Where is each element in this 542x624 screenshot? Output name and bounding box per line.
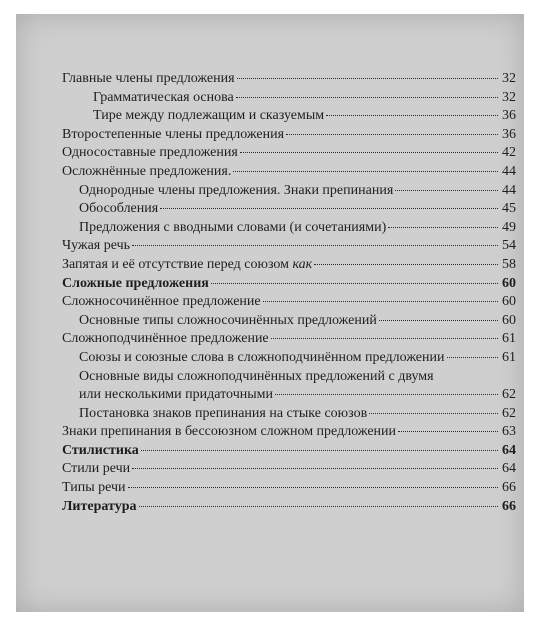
dot-leader <box>211 283 498 284</box>
dot-leader <box>139 506 499 507</box>
dot-leader <box>240 152 498 153</box>
dot-leader <box>160 208 498 209</box>
toc-entry <box>62 219 516 238</box>
toc-entry <box>62 144 516 163</box>
toc-entry-title: Сложные предложения <box>62 275 209 291</box>
toc-page-number: 32 <box>502 89 516 105</box>
dot-leader <box>128 487 499 488</box>
toc-entry <box>62 293 516 312</box>
dot-leader <box>132 468 498 469</box>
toc-page-number: 49 <box>502 219 516 235</box>
toc-entry-title: Предложения с вводными словами (и сочетаниями) <box>79 219 387 235</box>
toc-entry <box>62 237 516 256</box>
toc-entry <box>62 126 516 145</box>
toc-entry-title: Основные типы сложносочинённых предложений <box>79 312 377 328</box>
toc-entry <box>62 163 516 182</box>
dot-leader <box>379 320 498 321</box>
dot-leader <box>369 413 498 414</box>
toc-page-number: 66 <box>502 480 516 496</box>
dot-leader <box>395 190 498 191</box>
toc-page-number: 61 <box>502 331 516 347</box>
toc-entry-title: Стилистика <box>62 442 139 458</box>
dot-leader <box>237 78 498 79</box>
toc-entry <box>62 70 516 89</box>
toc-entry-title: Типы речи <box>62 480 126 496</box>
toc-section-heading <box>62 275 516 294</box>
toc-entry <box>62 200 516 219</box>
toc-page-number: 62 <box>502 387 516 403</box>
toc-entry <box>62 405 516 424</box>
toc-entry <box>62 89 516 108</box>
dot-leader <box>447 357 499 358</box>
toc-entry-title: Союзы и союзные слова в сложноподчинённом предложении <box>79 349 445 365</box>
toc-page-number: 64 <box>502 461 516 477</box>
toc-entry-title: Второстепенные члены предложения <box>62 126 285 142</box>
toc-entry <box>62 423 516 442</box>
toc-page-number: 58 <box>502 256 516 272</box>
toc-entry-title: Литература <box>62 498 137 514</box>
toc-entry <box>62 349 516 368</box>
toc-entry-title: Тире между подлежащим и сказуемым <box>93 108 325 124</box>
toc-page-number: 62 <box>502 405 516 421</box>
toc-entry <box>62 312 516 331</box>
toc-entry <box>62 182 516 201</box>
toc-entry <box>62 107 516 126</box>
toc-page-number: 63 <box>502 424 516 440</box>
dot-leader <box>263 301 498 302</box>
toc-section-heading <box>62 498 516 517</box>
toc-entry-title: Однородные члены предложения. Знаки препинания <box>79 182 394 198</box>
dot-leader <box>233 171 498 172</box>
toc-page-number: 44 <box>502 163 516 179</box>
toc-page-number: 42 <box>502 145 516 161</box>
dot-leader <box>275 394 498 395</box>
dot-leader <box>132 245 498 246</box>
toc-entry <box>62 368 516 405</box>
toc-page-number: 61 <box>502 349 516 365</box>
toc-page-number: 36 <box>502 126 516 142</box>
toc-entry-title: Знаки препинания в бессоюзном сложном предложении <box>62 424 397 440</box>
toc-page-number: 44 <box>502 182 516 198</box>
toc-entry <box>62 330 516 349</box>
toc-page-number: 60 <box>502 275 516 291</box>
toc-entry-title: Сложноподчинённое предложение <box>62 331 269 347</box>
toc-entry-title-line2: или несколькими придаточными <box>79 387 273 403</box>
dot-leader <box>388 227 498 228</box>
dot-leader <box>141 450 498 451</box>
toc-entry-title: Стили речи <box>62 461 131 477</box>
toc-entry-title-line1: Основные виды сложноподчинённых предложений с двумя <box>79 368 434 384</box>
toc-entry <box>62 256 516 275</box>
toc-page-number: 60 <box>502 294 516 310</box>
dot-leader <box>286 134 498 135</box>
toc-entry-row <box>79 386 516 405</box>
toc-page-number: 64 <box>502 442 516 458</box>
toc-page-number: 45 <box>502 201 516 217</box>
dot-leader <box>326 115 498 116</box>
toc-entry-title: Осложнённые предложения. <box>62 163 232 179</box>
toc-page-number: 66 <box>502 498 516 514</box>
toc-page-number: 60 <box>502 312 516 328</box>
toc-entry-title: Обособления <box>79 201 159 217</box>
toc-entry-title: Главные члены предложения <box>62 71 235 86</box>
toc-entry <box>62 479 516 498</box>
book-page <box>16 14 524 612</box>
toc-entry-title: Сложносочинённое предложение <box>62 294 261 310</box>
toc-entry-title: Чужая речь <box>62 238 131 254</box>
table-of-contents <box>62 70 516 516</box>
toc-entry-title-italic: как <box>292 256 313 272</box>
toc-page-number: 54 <box>502 238 516 254</box>
toc-page-number: 32 <box>502 71 516 86</box>
dot-leader <box>236 97 498 98</box>
toc-entry-title: Постановка знаков препинания на стыке союзов <box>79 405 368 421</box>
dot-leader <box>398 431 498 432</box>
toc-entry <box>62 460 516 479</box>
toc-entry-title: Односоставные предложения <box>62 145 238 161</box>
toc-entry-title <box>62 256 312 275</box>
toc-entry-title: Грамматическая основа <box>93 89 234 105</box>
toc-section-heading <box>62 442 516 461</box>
dot-leader <box>314 264 498 265</box>
toc-entry-title-plain: Запятая и её отсутствие перед союзом <box>62 256 293 272</box>
toc-page-number: 36 <box>502 108 516 124</box>
dot-leader <box>271 338 498 339</box>
